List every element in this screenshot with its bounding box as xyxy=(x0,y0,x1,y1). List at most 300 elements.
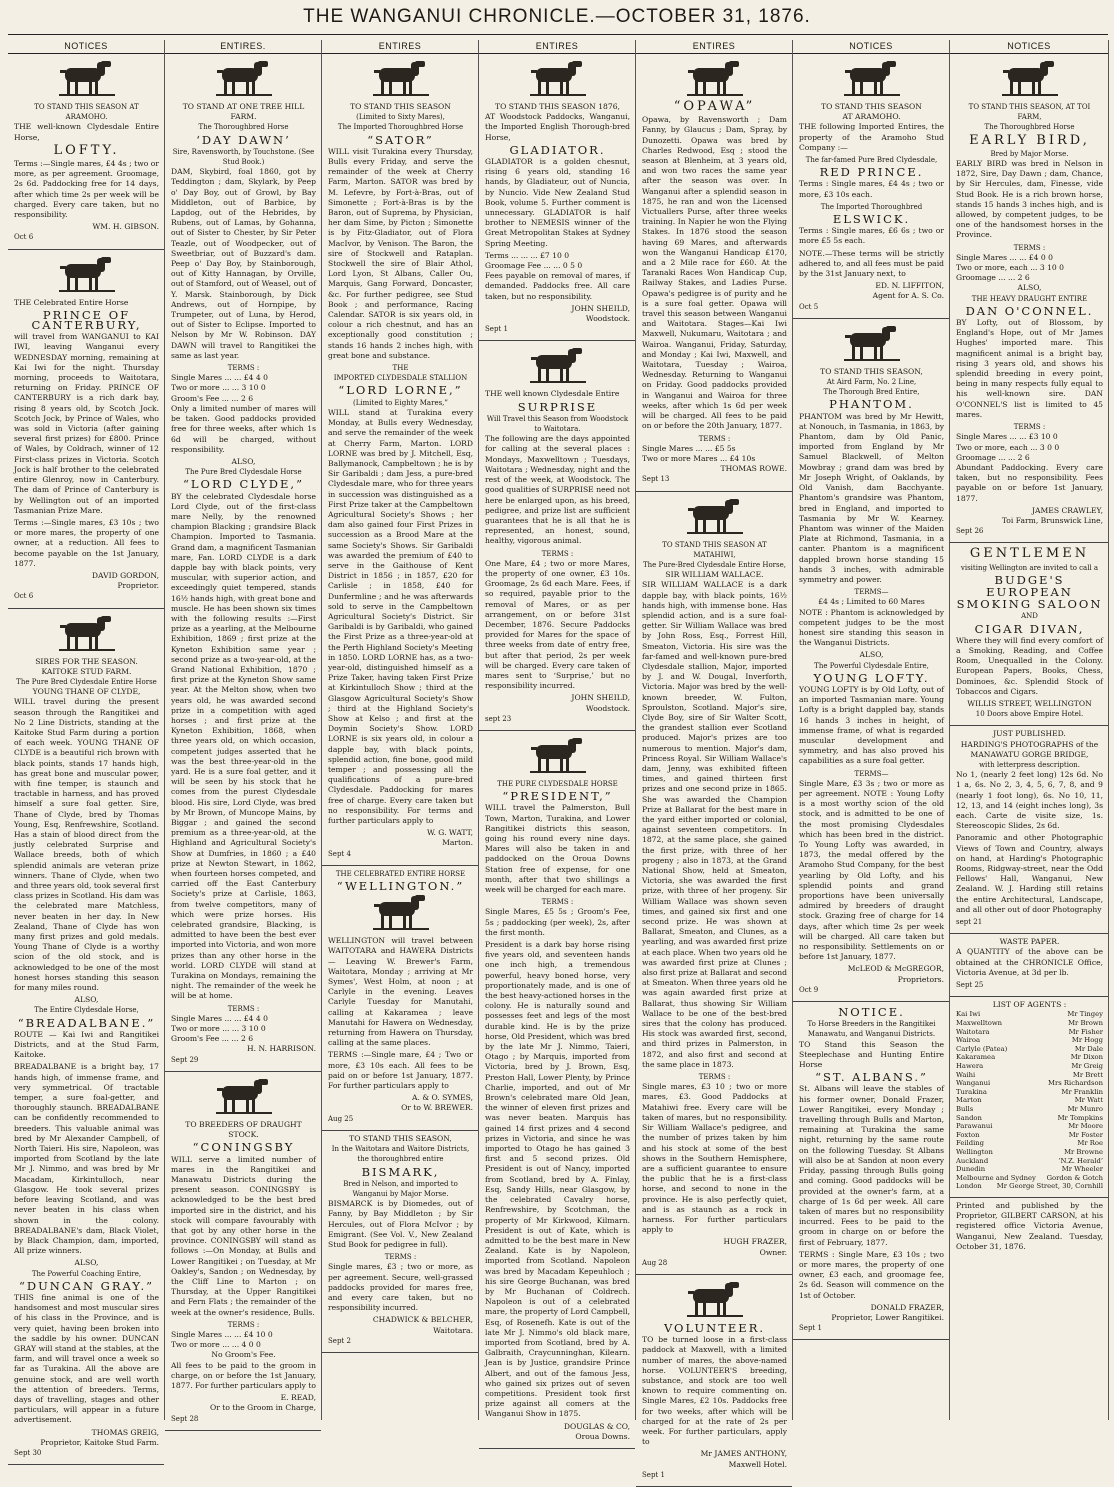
list-item xyxy=(956,1157,1103,1166)
agent-rows xyxy=(956,1010,1103,1190)
ad-also: ALSO, xyxy=(859,650,884,660)
agent-name: Mrs Richardson xyxy=(1048,1079,1103,1088)
ad-signer: ED. N. LIFFITON, xyxy=(875,281,944,291)
ad-terms: Terms : Single mares, £4 4s ; two or more, £3 10s each. xyxy=(799,179,944,199)
agent-place: Dunedin xyxy=(956,1165,986,1174)
ad-opawa xyxy=(636,54,792,492)
horse-icon xyxy=(528,60,588,98)
column-header: NOTICES xyxy=(793,40,949,54)
ad-waste-paper xyxy=(950,934,1108,997)
ad-signer: H. N. HARRISON. xyxy=(247,1044,316,1054)
horse-name: YOUNG THANE OF CLYDE, xyxy=(32,687,141,697)
ad-heading: LIST OF AGENTS : xyxy=(992,1000,1067,1010)
column-7 xyxy=(950,40,1109,1420)
ad-body: TO Stand this Season the Steeplechase and Hunting Entire Horse xyxy=(799,1039,944,1070)
horse-icon xyxy=(1000,60,1060,98)
ad-body: Panoramic and other Photographic Views of Town and Country, always on hand, at Harding's Photographic Rooms, Ridgway-street, near the Odd Fellows' Hall, Wanganui, New Zealand. W. J. Harding still retains the entire Architectural, Landscape, and all other out of door Photography xyxy=(956,833,1103,914)
ad-role: Proprietors. xyxy=(897,974,944,984)
ad-signer: JOHN SHEILD, xyxy=(571,693,630,703)
masthead xyxy=(0,0,1114,34)
column-6 xyxy=(793,40,950,1420)
agent-name: Mr Brown xyxy=(1068,1019,1103,1028)
ad-role: Proprietor. xyxy=(117,581,159,591)
ad-body: WELLINGTON will travel between WAITOTARA and HAWERA Districts— Leaving W. Brewer's Farm, Waitotara, Monday ; arriving at Mr Symes', West Holm, at noon ; at Carlyle in the evening. Leaves Carlyle Tuesday for Manutahi, calling at Kakaramea ; leave Manutahi for Hawera on Wednesday, returning from Hawera on Thursday, calling at the same places. xyxy=(328,936,473,1048)
terms-row: Two or more ... ... 4 0 0 xyxy=(171,1340,261,1350)
ad-body: DAM, Skybird, foal 1860, got by Teddington ; dam, Skylark, by Peep o' Day Boy, out of Growl, by Bay Middleton, out of Barbice, by Lapdog, out of the Hebrides, by Rubens, out of Lamas, by Gohanna, out of Sister to Chester, by Sir Peter Teazle, out of Woodpecker, out of Sweetbriar, out of Buzzard's dam. Peep o' Day Boy, by Stainborough, out of Kitty Hannagan, by Orville, out of Stamford, out of Weasel, out of Y. Marsk. Stainborough, by Dick Andrews, out of Hornpipe, by Trumpeter, out of Luna, by Herod, out of Sister to Eclipse. Imported to Nelson by Mr W. Robinson. DAY DAWN will travel to Rangitikei the same as last year. xyxy=(171,167,316,360)
column-header: ENTIRES xyxy=(636,40,792,54)
horse-name: “CONINGSBY xyxy=(192,1140,295,1155)
ad-signer: DONALD FRAZER, xyxy=(870,1302,944,1312)
ad-signer: W. G. WATT, xyxy=(427,828,473,838)
business-name: SMOKING SALOON xyxy=(956,597,1103,612)
agent-place: Bulls xyxy=(956,1104,974,1113)
agent-place: Carlyle (Patea) xyxy=(956,1044,1008,1053)
horse-name: YOUNG LOFTY. xyxy=(813,670,930,685)
agent-place: London xyxy=(956,1182,982,1191)
ad-date: sept 23 xyxy=(485,714,512,723)
ad-heading: TO STAND THIS SEASON xyxy=(821,102,922,111)
ad-subheading: The far-famed Pure Bred Clydesdale, xyxy=(805,156,938,165)
ad-note: All fees to be paid to the groom in charge, on or before the 1st January, 1877. For further particulars apply to xyxy=(171,1360,316,1390)
ad-also: ALSO, xyxy=(74,1258,99,1268)
list-item xyxy=(956,1053,1103,1062)
horse-icon xyxy=(685,60,745,98)
business-address: 10 Doors above Empire Hotel. xyxy=(975,710,1084,719)
list-item xyxy=(956,1062,1103,1071)
list-item xyxy=(956,1019,1103,1028)
agent-name: Mr Browne xyxy=(1064,1147,1103,1156)
terms-row: Single Mares ... ... £4 10 0 xyxy=(171,1329,273,1339)
ad-subheading: with letterpress description. xyxy=(979,760,1080,769)
column-header: ENTIRES xyxy=(479,40,635,54)
ad-bred: Bred in Nelson, and imported to Wanganui by Major Morse. xyxy=(343,1179,458,1198)
agent-name: Mr Munro xyxy=(1067,1104,1103,1113)
ad-sir-william-wallace xyxy=(636,492,792,1275)
list-item xyxy=(956,1079,1103,1088)
list-item xyxy=(956,1028,1103,1037)
agent-place: Waihi xyxy=(956,1070,976,1079)
ad-heading: TO STAND THIS SEASON 1876, xyxy=(495,102,620,111)
ad-date: Sept 13 xyxy=(642,475,670,484)
ad-body: GLADIATOR is a golden chesnut, rising 6 years old, standing 16 hands, by Gladiateur, out of Nuncia, by Nuncio. Vide New Zealand Stud Book, volume 5. Further comment is unnecessary. GLADIATOR is half brother to NEMESIS winner of the Great Metropolitan Stakes at Sydney Spring Meeting. xyxy=(485,157,630,248)
ad-heading: TO STAND AT ONE TREE HILL FARM. xyxy=(182,102,305,122)
ad-terms: Terms :—Single mares, £3 10s ; two or more mares, the property of one owner, at a reduction. All fees to become payable on the 1st January, 1877. xyxy=(14,517,159,568)
agent-place: Sandon xyxy=(956,1113,982,1122)
ad-role: Proprietor, Lower Rangitikei. xyxy=(831,1312,944,1322)
horse-name: “ST. ALBANS.” xyxy=(815,1070,928,1085)
horse-icon xyxy=(57,60,117,98)
column-header: ENTIRES. xyxy=(165,40,321,54)
ad-signer: DOUGLAS & CO, xyxy=(563,1421,630,1431)
agent-name: Gordon & Gotch xyxy=(1046,1173,1103,1182)
list-item xyxy=(956,1036,1103,1045)
horse-name: “LORD CLYDE,” xyxy=(183,477,304,492)
terms-row: Groomage Fee ... ... 0 5 0 xyxy=(485,261,583,271)
ad-body: St. Albans will leave the stables of his former owner, Donald Frazer, Lower Rangitikei, every Monday ; travelling through Bulls and Marton, remaining at Turakina the same night, returning by the same route on the following Tuesday. St Albans will also be at Sandon at noon every Friday, passing through Bulls going and coming. Good paddocks will be provided at the owner's farm, at a charge of 1s 6d per week. All care taken of mares but no responsibility incurred. Fees to be paid to the groom in charge on or before the first of February, 1877. xyxy=(799,1084,944,1247)
ad-terms: TERMS : Single Mare, £3 10s ; two or more mares, the property of one owner, £3 each, and groomage fee, 2s 6d. Season will commence on the 1st of October. xyxy=(799,1249,944,1300)
horse-icon xyxy=(57,256,117,294)
horse-name: “OPAWA” xyxy=(673,99,756,114)
agent-place: Turakina xyxy=(956,1087,987,1096)
horse-icon xyxy=(685,498,745,536)
horse-icon xyxy=(685,1281,745,1319)
ad-president xyxy=(479,731,635,1449)
ad-body: WILL travel during the present season through the Rangitikei and No 2 Line Districts, standing at the Kaitoke Stud Farm during a portion of each week. YOUNG THANE OF CLYDE is a beautiful rich brown with black points, stands 17 hands high, has great bone and muscular power, with fine temper, is staunch and tractable in harness, and has proved himself a sure foal getter. Sire, Thane of Clyde, bred by Thomas Young, Esq, Renfrewshire, Scotland. Has a stain of blood direct from the justly celebrated Surprise and Wallace breeds, both of which splendid animals are veteran prize winners. Thane of Clyde, when two and three years old, took several first class prizes in Scotland. His dam was the celebrated mare Matchless, never beaten in her day. In New Zealand, Thane of Clyde has won many first prizes and gold medals. Young Thane of Clyde is a worthy scion of the old stock, and is acknowledged to be one of the most honest horses standing this season for many miles round. xyxy=(14,697,159,993)
column-2 xyxy=(165,40,322,1423)
ad-subheading: The Powerful Coaching Entire, xyxy=(31,1269,142,1278)
ad-body: WILL serve a limited number of mares in the Rangitikei and Manawatu Districts during the present season. CONINGSBY is acknowledged to be the best bred imported sire in the district, and his stock will compare favourably with that got by any other horse in the province. CONINGSBY will stand as follows :—On Monday, at Bulls and Lower Rangitikei ; on Tuesday, at Mr Oakley's, Sandon ; on Wednesday, by the Cliff Line to Marton ; on Thursday, at the Upper Rangitikei and Fern Flats ; the remainder of the week at the owner's residence, Bulls. xyxy=(171,1154,316,1317)
ad-role: Proprietor, Kaitoke Stud Farm. xyxy=(40,1437,159,1447)
ad-items: No 1, (nearly 2 feet long) 12s 6d. No 1 a, 6s. No 2, 3, 4, 5, 6, 7, 8, and 9 (nearly 1 foot long), 6s. No 10, 11, 12, 13, and 14 (eight inches long), 3s each. Carte de visite size, 1s. Stereoscopic Slides, 2s 6d. xyxy=(956,770,1103,831)
agents-list xyxy=(950,997,1108,1198)
ad-heading: NOTICE. xyxy=(838,1005,905,1020)
ad-title: HARDING'S PHOTOGRAPHS of the MANAWATU GORGE BRIDGE, xyxy=(960,739,1099,759)
ad-note: Fees payable on removal of mares, if demanded. Paddocks free. All care taken, but no responsibility. xyxy=(485,271,630,301)
terms-title: TERMS : xyxy=(227,1004,260,1013)
horse-name: “DUNCAN GRAY.” xyxy=(18,1278,154,1293)
ad-st-albans xyxy=(793,1002,949,1340)
ad-the: THE xyxy=(392,364,409,373)
ad-heading: TO BREEDERS OF DRAUGHT STOCK. xyxy=(185,1119,302,1140)
ad-signer: CHADWICK & BELCHER, xyxy=(372,1315,473,1325)
ad-body: A QUANTITY of the above can be obtained at the CHRONICLE Office, Victoria Avenue, at 3d per lb. xyxy=(956,947,1103,977)
ad-wellington xyxy=(322,866,478,1131)
ad-body: THIS fine animal is one of the handsomest and most muscular sires of his class in the Province, and is very quiet, having been broken into the saddle by his owner. DUNCAN GRAY will stand at the stables, at the farm, and will travel once a week so far as Turakina. All the above are genuine stock, and are well worth the attention of breeders. Terms, days of travelling, stages and other particulars, will appear in a future advertisement. xyxy=(14,1292,159,1425)
ad-date: Sept 4 xyxy=(328,849,351,858)
agent-name: Mr Moore xyxy=(1068,1122,1103,1131)
horse-icon xyxy=(214,1078,274,1116)
ad-signer: HUGH FRAZER, xyxy=(723,1237,787,1247)
agent-name: Mr Fisher xyxy=(1068,1027,1103,1036)
ad-subheading: The Imported Thoroughbred Horse xyxy=(337,123,464,132)
ad-subheading: The Pure Bred Clydesdale Entire Horse xyxy=(16,677,157,686)
ad-also: ALSO, xyxy=(74,995,99,1005)
ad-terms: Single mares, £3 10 ; two or more mares, £3. Good Paddocks at Matahiwi free. Every care will be taken of mares, but no responsibility. Sir William Wallace's pedigree, and the number of prizes taken by him and his stock at some of the best shows in the Southern Hemisphere, are a sufficient guarantee to ensure the public that he is a first-class horse, and second to none in the province. He is also perfectly quiet, and is as staunch as a rock in harness. For further particulars apply to xyxy=(642,1082,787,1235)
ad-date: Oct 6 xyxy=(14,233,34,242)
horse-name: LOFTY. xyxy=(53,142,120,158)
agent-name: Mr Dixon xyxy=(1070,1053,1103,1062)
horse-name: PHANTOM. xyxy=(829,397,914,412)
horse-name: EARLY BIRD, xyxy=(969,132,1090,148)
ad-date: Aug 28 xyxy=(642,1258,668,1267)
ad-body: WILL travel the Palmerston, Bull Town, Marton, Turakina, and Lower Rangitikei districts this season, going his round every nine days. Mares will also be taken in and paddocked on the Oroua Downs Station free of expense, for one month, after that two shillings a week will be charged for each mare. xyxy=(485,803,630,894)
ad-day-dawn xyxy=(165,54,321,1072)
horse-icon xyxy=(528,347,588,385)
horse-name: GLADIATOR. xyxy=(509,142,606,157)
ad-subheading: To Horse Breeders in the Rangitikei Manawatu, and Wanganui Districts. xyxy=(807,1020,936,1039)
ad-terms: Single Mares, £5 5s ; Groom's Fee, 5s ; paddocking (per week), 2s, after the first month. xyxy=(485,907,630,937)
horse-name: “BREADALBANE.” xyxy=(17,1015,156,1030)
ad-date: Sept 26 xyxy=(956,527,984,536)
horse-name: RED PRINCE. xyxy=(819,165,924,180)
terms-title: TERMS— xyxy=(854,588,889,597)
ad-body: SIR WILLIAM WALLACE is a dark dapple bay, with black points, 16½ hands high, with immense bone. Has splendid action, and is a sure foal-getter. Sir William Wallace was bred by John Ross, Esq., Forrest Hill, Smeaton, Victoria. His sire was the far-famed and well-known pure-bred Clydesdale stallion, Major, imported by J. and W. Dougal, Inverforth, Victoria. Major was bred by the well-known breeder, W. Fulton, Sproulston, Scotland. Major's sire, Clyde Boy, sire of Sir Walter Scott, the grandest stallion ever Scotland produced. Major's prizes are too numerous to mention. Major's dam, Princess Royal. Sir William Wallace's dam, Jenny, was exhibited fifteen times, and gained thirteen first prizes and one second prize in 1865. She was awarded the Champion Prize at Ballarat for the best mare in the yard either imported or colonial, against seventeen competitors. In 1872, at the same place, she gained the first prize, with three of her progeny ; also in 1873, at the Grand National Show, held at Smeaton, Victoria, she was awarded the first prize, with three of her progeny. Sir William Wallace was shown seven times, and gained six first and one second prize. He was shown at Ballarat, Smeaton, and Clunes, as a yearling, and was awarded first prize at each place. When two years old he was awarded first prize at Clunes ; also first prize at Ballarat and second at Smeaton. When three years old he was again awarded first prize at Ballarat, thus showing Sir William Wallace to be one of the best-bred sires that the colony has produced. His stock was awarded first, second, and third prizes in Palmerston, in 1872, and also first and second at the same place in 1873. xyxy=(642,580,787,1069)
horse-name: “PRESIDENT,” xyxy=(502,789,613,804)
ad-role: Marton. xyxy=(442,838,473,848)
ad-limit: (Limited to Eighty Mares,” xyxy=(353,398,448,407)
ad-body: President is a dark bay horse rising five years old, and seventeen hands one inch high, a tremendous powerful, heavy boned horse, very proportionately made, and is one of the best heavy-actioned horses in the colony. He is naturally sound and possesses feet and legs of the most durable kind. He is by the prize horse, Old President, which was bred by the late Mr J. Nimmo, Taieri, Otago ; by Marquis, imported from Victoria, bred by J. Brown, Esq, Preston Hall, Lower Plenty, by Prince Charlie, imported, and out of Mr Brown's celebrated mare Old Jean, the winner of eleven first prizes and was never beaten. Marquis has gained 14 first prizes and 4 second prizes in Victoria, and since he was imported to Otago he has gained 3 first and 5 second prizes. Old President is out of Nancy, imported from Scotland, bred by A. Finlay, Esq, Sandy Hills, near Glasgow, by the celebrated Cavalry horse, Renfrewshire, by Scotchman, the property of Mr Kirkwood, Kilmarn. President is out of Kate, which is admitted to be the best mare in New Zealand. Kate is by Napoleon, imported from Scotland. Napoleon was bred by Macadam Kepeuhloch ; his sire George Buchanan, was bred by Mr Buchanan of Coldrech. Napoleon is out of a celebrated mare, the property of Lord Campbell, Esq, of Rosenefh. Kate is out of the late Mr J. Nimmo's old black mare, imported from Scotland, bred by A. Galbraith, Craycunninghan, Kilearn. Jean is by Justice, grandsire Prince Albert, and out of the famous Jess, who gained six prizes out of seven competitions. President took first prize against all comers at the Wanganui Show in 1875. xyxy=(485,940,630,1419)
ad-terms: Terms :—Single mares, £4 4s ; two or more, as per agreement. Groomage, 2s 6d. Paddocking free for 14 days, after which time 2s per week will be charged. Every care taken, but no responsibility. xyxy=(14,159,159,220)
terms-row: Single Mares ... ... £3 10 0 xyxy=(956,432,1058,442)
terms-title: TERMS : xyxy=(698,1073,731,1082)
ad-surprise xyxy=(479,341,635,731)
horse-name: DAN O'CONNEL. xyxy=(965,303,1094,318)
horse-icon xyxy=(57,615,117,653)
column-5 xyxy=(636,40,793,1479)
agent-name: Mr George Street, 30, Cornhill xyxy=(996,1182,1103,1191)
ad-body: will travel from WANGANUI to KAI IWI, leaving Wanganui every WEDNESDAY morning, remaining at Kai Iwi for the night. Thursday morning, proceeds to Waitotara, returning on Friday. PRINCE OF CANTERBURY is a rich dark bay, rising 8 years old, by Scotch Jock. Scotch Jock, by Prince of Wales, who was sold in Victoria (after gaining several first prizes) for £800. Prince of Wales, by Coldrach, winner of 12 First-class prizes in Victoria. Scotch Jock is half brother to the celebrated entire Glenroy, now in Canterbury. The dam of Prince of Canterbury is by Wellington out of an imported Tasmanian Prize Mare. xyxy=(14,332,159,515)
horse-name: “SATOR” xyxy=(367,132,434,147)
list-item xyxy=(956,1165,1103,1174)
terms-row: Single Mares ... ... £4 0 0 xyxy=(956,252,1053,262)
ad-terms: Terms : Single mares, £6 6s ; two or more £5 5s each. xyxy=(799,226,944,246)
list-item xyxy=(956,1174,1103,1183)
ad-body: YOUNG LOFTY is by Old Lofty, out of an imported Tasmanian mare. Young Lofty is a bright dappled bay, stands 16 hands 3 inches in height, of immense frame, of what is regarded muscular development and symmetry, and has also proved his capabilities as a sure foal getter. xyxy=(799,684,944,766)
ad-signer: JOHN SHEILD, xyxy=(571,303,630,313)
ad-date: Sept 1 xyxy=(642,1470,665,1479)
ad-signer: WM. H. GIBSON. xyxy=(92,222,159,232)
agent-place: Maxwelltown xyxy=(956,1019,1003,1028)
column-header: ENTIRES xyxy=(322,40,478,54)
list-item xyxy=(956,1010,1103,1019)
business-address: WILLIS STREET, WELLINGTON xyxy=(967,698,1092,708)
imprint-text: Printed and published by the Proprietor, GILBERT CARSON, at his registered office Victoria Avenue, Wanganui, New Zealand. Tuesday, October 31, 1876. xyxy=(956,1200,1103,1251)
imprint xyxy=(950,1198,1108,1260)
newspaper-title: THE WANGANUI CHRONICLE.—OCTOBER 31, 1876. xyxy=(303,6,811,27)
ad-date: Sept 1 xyxy=(485,325,508,334)
agent-name: Mr Greig xyxy=(1071,1062,1103,1071)
agent-place: Feilding xyxy=(956,1139,984,1148)
ad-signer: DAVID GORDON, xyxy=(91,570,159,580)
ad-subheading: The Pure Bred Clydesdale Horse xyxy=(185,468,302,477)
agent-place: Foxton xyxy=(956,1130,980,1139)
horse-name: ELSWICK. xyxy=(832,212,911,227)
agent-place: Wellington xyxy=(956,1147,993,1156)
horse-icon xyxy=(214,60,274,98)
ad-date: Sept 28 xyxy=(171,1414,199,1423)
terms-title: TERMS— xyxy=(854,769,889,778)
ad-body: BISMARCK is by Diomedes, out of Fanny, by Bay Middleton ; by Sir Hercules, out of Flora McIvor ; by Emigrant. (See Vol. V., New Zealand Stud Book for pedigree in full). xyxy=(328,1199,473,1249)
terms-title: TERMS : xyxy=(227,364,260,373)
agent-name: ‘N.Z. Herald’ xyxy=(1058,1156,1103,1165)
ad-body: PHANTOM was bred by Mr Hewitt, at Nonouch, in Tasmania, in 1863, by Phantom, dam by Old Panic, imported from England by Mr Samuel Blackwell, of Melton Mowbray ; grand dam was bred by Mr Joseph Wright, of Oaklands, by Old Vanish, dam Bacchyante. Phantom's grandsire was Phantom, bred in England, and imported to Tasmania by Mr W. Kearney. Phantom was winner of the Maiden Plate at Richmond, Tasmania, in a canter. Phantom is a magnificent dappled brown horse standing 15 hands 3 inches, with admirable symmetry and power. xyxy=(799,411,944,584)
ad-route: ROUTE — Kai Iwi and Rangitikei Districts, and at the Stud Farm, Kaitoke. xyxy=(14,1029,159,1060)
ad-heading: GENTLEMEN xyxy=(969,546,1090,562)
ad-signer: A. & O. SYMES, xyxy=(412,1093,473,1103)
terms-row: Groom's Fee ... ... 2 6 xyxy=(171,393,254,403)
ad-lead: THE well known Clydesdale Entire xyxy=(485,389,620,399)
terms-row: Single Mares ... ... £4 4 0 xyxy=(171,373,268,383)
ad-budge-saloon xyxy=(950,543,1108,726)
ad-role: Or to the Groom in Charge, xyxy=(210,1403,316,1413)
terms-title: TERMS : xyxy=(698,434,731,443)
business-name: BUDGE'S xyxy=(994,572,1065,587)
ad-body: BY the celebrated Clydesdale horse Lord Clyde, out of the first-class mare Nelly, by the renowned champion Blacking ; grandsire Black Champion. Imported to Tasmania. Grand dam, a magnificent Tasmanian mare, Fan. LORD CLYDE is a dark dapple bay with black points, very muscular, with superior action, and exceedingly quiet tempered, stands 16½ hands high, with great bone and muscle. He has been shown six times with the following results :—First prize as a yearling, at the Melbourne Exhibition, 1869 ; first prize at the Kyneton Exhibition same year ; second prize as a two-year-old, at the Grand National Exhibition, 1870 ; first prize at the Kyneton Show same year. At the Melton show, when two years old, he was awarded second prize in a competition with aged horses ; and first prize at the Kyneton Exhibition, 1868, when three years old, on which occasion, competent judges asserted that he was the best three-year-old in the yard. He is a sure foal getter, and it will be seen by his stock that he comes from the purest Clydesdale blood. His sire, Lord Clyde, was bred by Mr Brown, of Muncope Mains, by Biggar ; and gained the second premium as a three-year-old, at the Highland and Agricultural Society's Show at Dumfries, in 1860 ; a £40 prize at Newton Stewart, in 1862, when fourteen horses competed, and carried off the East Canterbury Society's prize at Carlisle, 1863, from twelve competitors, many of which were prize horses. His celebrated grandsire, Blacking, is admitted to have been the best ever imported into Victoria, and won more prizes than any other horse in the world. LORD CLYDE will stand at Turakina on Mondays, remaining the night. The remainder of the week he will be at home. xyxy=(171,491,316,1001)
ad-date: Oct 6 xyxy=(14,592,34,601)
ad-date: Sept 2 xyxy=(328,1336,351,1345)
list-item xyxy=(956,1122,1103,1131)
horse-name: “WELLINGTON.” xyxy=(336,879,465,894)
terms-row: Single Mares ... ... £4 4 0 xyxy=(171,1013,268,1023)
ad-lead: THE Celebrated Entire Horse xyxy=(14,297,129,307)
ad-heading: TO STAND THIS SEASON, xyxy=(349,1133,452,1143)
ad-date: Oct 9 xyxy=(799,985,819,994)
agent-place: Waitotara xyxy=(956,1027,990,1036)
ad-body: BREADALBANE is a bright bay, 17 hands high, of immense frame, and very symmetrical. Of tractable temper, a sure foal-getter, and thoroughly staunch. BREADALBANE can be confidently recommended to breeders. This valuable animal was bred by Mr Alexander Campbell, of North Taieri. His sire, Napoleon, was imported from Scotland by the late Mr J. Nimmo, and was bred by Mr Macadam, Kirkintulloch, near Glasgow. He took several prizes before leaving Scotland, and was never beaten in his class when shown in the colony. BREADALBANE's dam, Black Violet, by Black Champion, dam, imported, All prize winners. xyxy=(14,1062,159,1256)
business-name: CIGAR DIVAN, xyxy=(974,621,1085,636)
ad-role: Woodstock. xyxy=(585,703,630,713)
ad-heading: THE PURE CLYDESDALE HORSE xyxy=(497,779,618,788)
horse-icon xyxy=(842,325,902,363)
ad-signer: THOMAS GREIG, xyxy=(91,1427,159,1437)
list-item xyxy=(956,1071,1103,1080)
agent-place: Kakaramea xyxy=(956,1053,996,1062)
ad-date: Oct 5 xyxy=(799,302,819,311)
ad-location: AT ARAMOHO. xyxy=(842,112,901,122)
ad-coningsby xyxy=(165,1072,321,1431)
ad-sator xyxy=(322,54,478,866)
ad-note: NOTE : Phantom is acknowledged by competent judges to be the most honest sire standing this season in the Wanganui Districts. xyxy=(799,607,944,648)
ad-prince-of-canterbury xyxy=(8,250,164,609)
ad-role: Waitotara. xyxy=(433,1325,473,1335)
agent-name: Mr Watt xyxy=(1074,1096,1103,1105)
agent-place: Auckland xyxy=(956,1156,989,1165)
terms-row: Two or more, each ... 3 10 0 xyxy=(956,263,1065,273)
terms-row: Groomage ... ... 2 6 xyxy=(956,273,1030,283)
ad-phantom xyxy=(793,319,949,1002)
ad-body: EARLY BIRD was bred in Nelson in 1872, Sire, Day Dawn ; dam, Chance, by Sir Hercules, dam, Finesse, vide Stud Book. He is a rich brown horse, stands 15 hands 3 inches high, and is allowed, by competent judges, to be one of the handsomest horses in the Province. xyxy=(956,159,1103,240)
ad-heading: JUST PUBLISHED. xyxy=(993,729,1066,739)
ad-subheading: The Pure-Bred Clydesdale Entire Horse, xyxy=(643,560,786,569)
ad-heading: TO STAND THIS SEASON, AT TOI FARM, xyxy=(968,103,1091,122)
terms-row: Groom's Fee ... ... 2 6 xyxy=(171,1034,254,1044)
agent-place: Hawera xyxy=(956,1062,984,1071)
terms-row: Groomage ... ... 2 6 xyxy=(956,452,1030,462)
list-item xyxy=(956,1148,1103,1157)
masthead-rule xyxy=(8,34,1108,35)
ad-role: Woodstock. xyxy=(585,314,630,324)
ad-body: THE following Imported Entires, the property of the Aramoho Stud Company :— xyxy=(799,122,944,152)
ad-location: In the Waitotara and Waitore Districts, the thoroughbred entire xyxy=(331,1145,470,1164)
agent-name: Mr Tingey xyxy=(1067,1010,1103,1019)
ad-date: sept 21 xyxy=(956,918,983,927)
column-header: NOTICES xyxy=(8,40,164,54)
agent-name: Mr Dale xyxy=(1074,1044,1103,1053)
ad-signer: JAMES CRAWLEY, xyxy=(1031,505,1103,515)
ad-heading: TO STAND THIS SEASON, xyxy=(820,366,923,376)
ad-subheading: The Thorough Bred Entire, xyxy=(823,388,920,397)
ad-date: Sept 25 xyxy=(956,981,984,990)
ad-body: BY Lofty, out of Blossom, by England's Hope, out of Mr James Hughes' imported mare. This magnificent animal is a bright bay, rising 3 years old, and shows his splendid breeding in every point, being in many respects fully equal to his well-known sire. DAN O'CONNEL'S list is limited to 45 mares. xyxy=(956,318,1103,419)
column-header: NOTICES xyxy=(950,40,1108,54)
ad-body: visiting Wellington are invited to call a xyxy=(960,563,1099,572)
ad-bred: Bred by Major Morse. xyxy=(990,149,1069,158)
ad-subheading: The Thoroughbred Horse xyxy=(984,123,1075,132)
terms-title: TERMS : xyxy=(541,549,574,558)
ad-also: ALSO, xyxy=(1017,283,1042,293)
ad-red-prince xyxy=(793,54,949,319)
ad-role: Toi Farm, Brunswick Line, xyxy=(1001,515,1103,525)
column-1 xyxy=(8,40,165,1457)
ad-note: Only a limited number of mares will be taken. Good paddocks provided free for three weeks, after which 1s 6d will be charged, without responsibility. xyxy=(171,403,316,454)
ad-body: The following are the days appointed for calling at the several places : Mondays, Maxwelltown ; Tuesdays, Waitotara ; Wednesday, night and the rest of the week, at Woodstock. The good qualities of SURPRISE need not here be enlarged upon, as his breed, pedigree, and prize list are sufficient guarantees that he is all that he is represented, an honest, sound, healthy, vigorous animal. xyxy=(485,434,630,546)
ad-signer: E. READ, xyxy=(280,1393,316,1403)
horse-icon xyxy=(371,60,431,98)
ad-heading: TO STAND THIS SEASON xyxy=(350,102,451,111)
ad-gladiator xyxy=(479,54,635,341)
terms-row: Two or more ... ... 3 10 0 xyxy=(171,1024,266,1034)
agent-name: Mr Foster xyxy=(1068,1130,1103,1139)
ad-role: Maxwell Hotel. xyxy=(728,1459,787,1469)
agent-place: Kai Iwi xyxy=(956,1010,981,1019)
horse-name: ‘DAY DAWN’ xyxy=(196,132,291,147)
agent-place: Wairoa xyxy=(956,1036,981,1045)
list-item xyxy=(956,1105,1103,1114)
horse-name: SURPRISE xyxy=(517,399,598,414)
stud-name: KAITOKE STUD FARM. xyxy=(41,666,132,676)
list-item xyxy=(956,1045,1103,1054)
ad-signer: THOMAS ROWE. xyxy=(720,464,787,474)
ad-signer: McLEOD & McGREGOR, xyxy=(847,964,944,974)
list-item xyxy=(956,1139,1103,1148)
ad-body: Where they will find every comfort of a Smoking, Reading, and Coffee Room, Unequalled in the Colony. European Papers, Books, Chess, Dominoes, &c. Splendid Stock of Tobaccos and Cigars. xyxy=(956,635,1103,696)
agent-place: Parawanui xyxy=(956,1122,993,1131)
ad-date: Sept 29 xyxy=(171,1055,199,1064)
ad-role: Owner. xyxy=(759,1247,787,1257)
ad-route: Will Travel this Season from Woodstock to Waitotara. xyxy=(486,414,629,434)
ad-lead: THE well-known Clydesdale Entire Horse, xyxy=(14,122,159,142)
ad-heading: THE CELEBRATED ENTIRE HORSE xyxy=(335,869,466,878)
ad-terms: TERMS :—Single mare, £4 ; Two or more, £3 10s each. All fees to be paid on or before 1st January, 1877. For further particulars apply to xyxy=(328,1050,473,1091)
business-name: EUROPEAN xyxy=(986,584,1073,599)
ad-kaitoke-stud xyxy=(8,609,164,1466)
ad-signer: Mr JAMES ANTHONY, xyxy=(700,1449,787,1459)
terms-row: No Groom's Fee. xyxy=(211,1350,276,1360)
terms-title: TERMS : xyxy=(384,1253,417,1262)
horse-name: PRINCE OF CANTERBURY, xyxy=(31,307,142,333)
ad-subheading: The Entire Clydesdale Horse, xyxy=(34,1006,139,1015)
agent-name: Mr Tompkins xyxy=(1057,1113,1103,1122)
horse-name: BISMARK, xyxy=(361,1164,440,1179)
ad-location: At Aird Farm, No. 2 Line, xyxy=(826,378,917,387)
terms-title: TERMS : xyxy=(541,898,574,907)
ad-subheading: The Powerful Clydesdale Entire, xyxy=(814,661,929,670)
ad-also: ALSO, xyxy=(231,456,256,466)
ad-date: Sept 30 xyxy=(14,1448,42,1457)
agent-name: Mr Franklin xyxy=(1061,1087,1103,1096)
ad-body: TO be turned loose in a first-class paddock at Maxwell, with a limited number of mares, the above-named horse. VOLUNTEER'S breeding, substance, and stock are too well known to require commenting on. Single Mares, £2 10s. Paddocks free for two weeks, after which will be charged for at the rate of 2s per week. For further particulars, apply to xyxy=(642,1335,787,1447)
ad-body: AT Woodstock Paddocks, Wanganui, the Imported English Thorough-bred Horse, xyxy=(485,112,630,142)
ad-subheading: IMPORTED CLYDESDALE STALLION xyxy=(333,374,468,383)
ad-subheading: THE HEAVY DRAUGHT ENTIRE xyxy=(971,294,1088,303)
ad-body: WILL stand at Turakina every Monday, at Bulls every Wednesday, and serve the remainder of the week at Cherry Farm, Marton. LORD LORNE was bred by J. Mitchell, Esq, Ballymanock, Campbeltown ; he is by Sir Garibaldi ; dam Jess, a pure-bred Clydesdale mare, who for three years in succession was distinguished as a First Prize taker at the Campbeltown Agricultural Society's Shows ; her dam also gained four First Prizes in succession as a Brood Mare at the same Society's Shows. Sir Garibaldi was awarded the premium of £40 to serve in the Gaithouse of Kent District in 1856 ; in 1857, £20 for Carlisle ; in 1858, £40 for Dunfermline ; and he was afterwards sold to serve in the Campbeltown Agricultural Society's District. Sir Garibaldi is by Garibaldi, who gained the First Prize as a three-year-old at the Perth Highland Society's Meeting in 1850. LORD LORNE has, as a two-year-old, distinguished himself as a Prize Taker, having taken First Prize at Kirkintulloch Show ; third at the Glasgow Agricultural Society's Show ; third at the Highland Society's Show at Kelso ; and first at the Doymin Society's Show. LORD LORNE is six years old, in colour a dapple bay, with black points, splendid action, fine bone, good mild temper ; and possessing all the qualifications of a pure-bred Clydesdale. Paddocking for mares free of charge. Every care taken but no responsibility. For terms and further particulars apply to xyxy=(328,407,473,826)
terms-title: TERMS : xyxy=(1013,423,1046,432)
terms-row: Two or more ... ... 3 10 0 xyxy=(171,383,266,393)
terms-row: Terms ... ... ... £7 10 0 xyxy=(485,250,570,260)
ad-body: WILL visit Turakina every Thursday, Bulls every Friday, and serve the remainder of the week at Cherry Farm, Marton. SATOR was bred by M. Lefevre, by Fort-à-Bras, out of Simonette ; Fort-à-Bras is by the Baron, out of Suprema, by Physician, her dam Sime, by Picton ; Simonette is by Fitz-Gladiator, out of Flora MacIvor, by Venison. The Baron, the sire of Stockwell and Rataplan. Stockwell the sire of Blair Athol, Lord Lyon, St Albans, Caller Ou, Marquis, Gang Forward, Doncaster, &c. For further pedigree, see Stud Book ; and performance, Racing Calendar. SATOR is six years old, in colour a rich chestnut, and has an exceptionally good constitution ; stands 16 hands 2 inches high, with great bone and substance. xyxy=(328,146,473,360)
horse-name: SIR WILLIAM WALLACE. xyxy=(665,570,764,580)
ad-and: AND xyxy=(1021,612,1038,621)
terms-title: TERMS : xyxy=(227,1320,260,1329)
ad-terms: Single Mare, £3 3s ; two or more as per agreement. NOTE : Young Lofty is a most worthy scion of the old stock, and is admitted to be one of the most promising Clydesdales which has been bred in the district. To Young Lofty was awarded, in 1873, the medal offered by the Aramoho Stud Company, for the best yearling by Old Lofty, and his splendid points and grand proportions have been universally admired by breeders of draught stock. Grazing free of charge for 14 days, after which time 2s per week will be charged. All care taken but no responsibility. Settlements on or before 1st January, 1877. xyxy=(799,778,944,962)
agent-place: Melbourne and Sydney xyxy=(956,1173,1036,1182)
ad-date: Aug 25 xyxy=(328,1114,354,1123)
agent-name: Mr Wheeler xyxy=(1061,1165,1103,1174)
list-item xyxy=(956,1114,1103,1123)
horse-icon xyxy=(842,60,902,98)
column-3 xyxy=(322,40,479,1420)
ad-heading: SIRES FOR THE SEASON. xyxy=(35,656,138,666)
